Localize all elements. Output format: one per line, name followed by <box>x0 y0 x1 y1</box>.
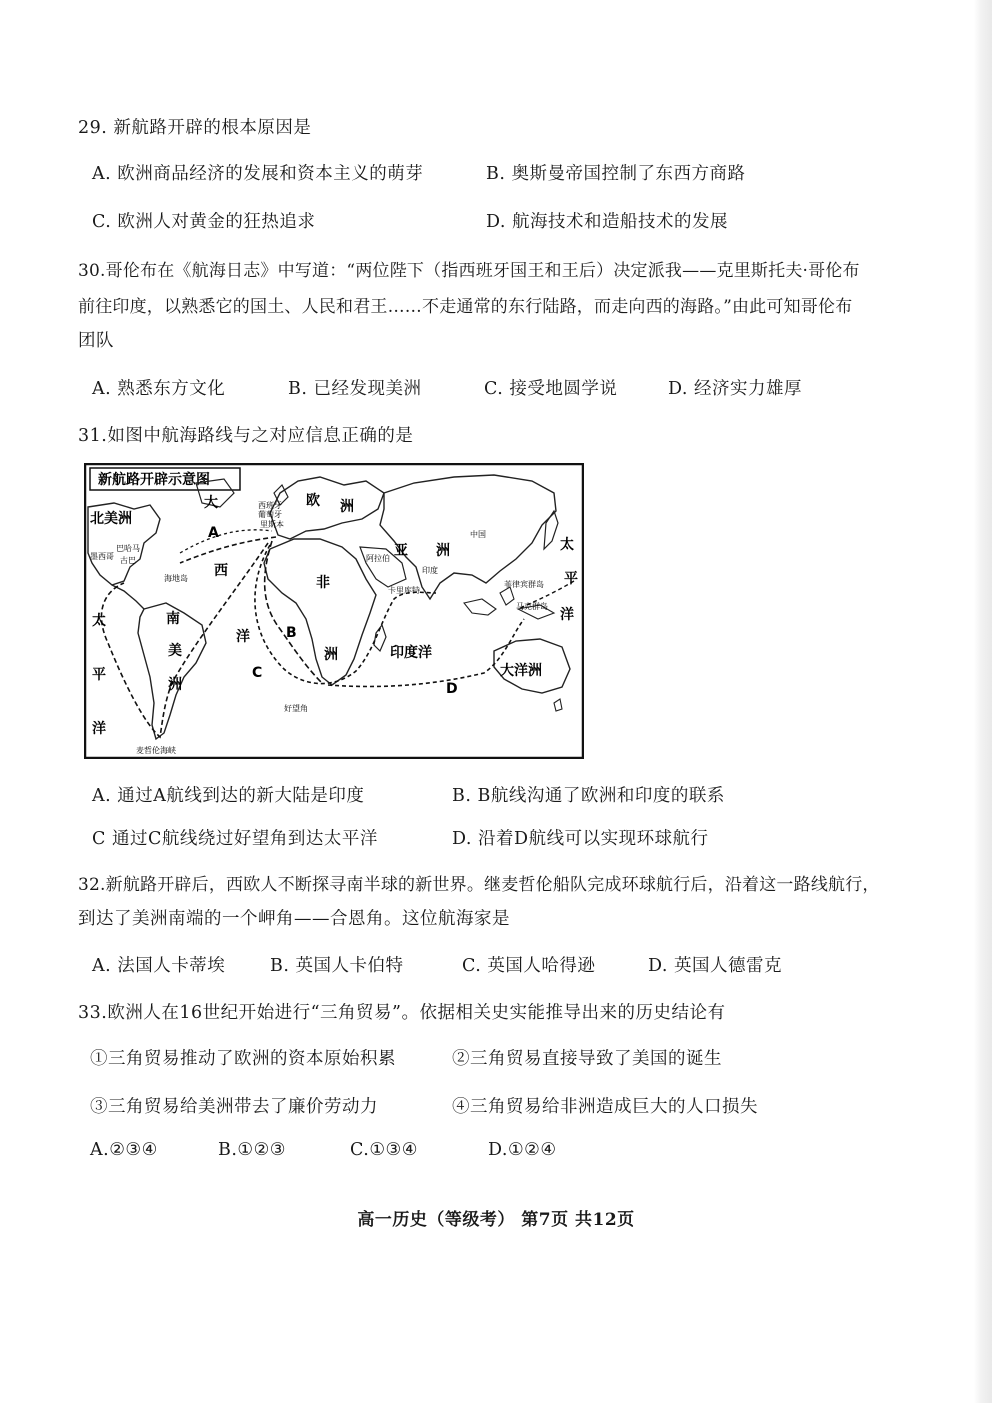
page-footer: 高一历史（等级考） 第7页 共12页 <box>357 1210 635 1230</box>
label-philippines: 菲律宾群岛 <box>504 580 544 589</box>
label-india: 印度 <box>422 566 438 575</box>
label-spain: 西班牙 <box>258 501 282 510</box>
q30-option-b: B. 已经发现美洲 <box>288 379 422 399</box>
label-africa-2: 洲 <box>324 647 338 663</box>
label-south-america-3: 洲 <box>168 677 182 693</box>
label-south-america-1: 南 <box>166 611 180 627</box>
label-europe-1: 欧 <box>306 493 320 509</box>
label-pacific-left-3: 洋 <box>92 721 106 737</box>
q32-option-d: D. 英国人德雷克 <box>648 956 783 976</box>
label-cuba: 古巴 <box>120 556 136 565</box>
q31-option-d: D. 沿着D航线可以实现环球航行 <box>452 829 709 849</box>
label-europe-2: 洲 <box>340 499 354 515</box>
q31-option-a: A. 通过A航线到达的新大陆是印度 <box>92 786 365 806</box>
q33-statement-2: ②三角贸易直接导致了美国的诞生 <box>452 1049 722 1069</box>
label-cape-of-good-hope: 好望角 <box>284 704 308 713</box>
label-africa-1: 非 <box>316 575 330 591</box>
label-arabia: 阿拉伯 <box>366 554 390 563</box>
label-atlantic-2: 西 <box>214 563 228 579</box>
label-south-america-2: 美 <box>168 643 182 659</box>
q29-option-b: B. 奥斯曼帝国控制了东西方商路 <box>486 164 746 184</box>
q30-stem-line-3: 团队 <box>78 331 114 351</box>
label-china: 中国 <box>470 530 486 539</box>
q31-stem: 31.如图中航海路线与之对应信息正确的是 <box>78 426 414 446</box>
label-pacific-left-1: 太 <box>92 613 106 629</box>
q31-option-b: B. B航线沟通了欧洲和印度的联系 <box>452 786 725 806</box>
label-pacific-right-1: 太 <box>560 537 574 553</box>
label-pacific-left-2: 平 <box>92 667 106 683</box>
q29-stem: 29. 新航路开辟的根本原因是 <box>78 118 312 138</box>
label-route-c: C <box>252 665 263 681</box>
q30-option-a: A. 熟悉东方文化 <box>92 379 226 399</box>
label-portugal: 葡萄牙 <box>258 510 282 519</box>
label-pacific-right-3: 洋 <box>560 607 574 623</box>
q33-option-c: C.①③④ <box>350 1140 418 1160</box>
q31-option-c: C 通过C航线绕过好望角到达太平洋 <box>92 829 378 849</box>
label-asia-2: 洲 <box>436 543 450 559</box>
label-asia-1: 亚 <box>394 543 408 559</box>
q30-option-c: C. 接受地圆学说 <box>484 379 618 399</box>
q32-stem-line-1: 32.新航路开辟后，西欧人不断探寻南半球的新世界。继麦哲伦船队完成环球航行后，沿着这一路线航行， <box>78 875 880 895</box>
label-haiti: 海地岛 <box>164 574 188 583</box>
q33-statement-4: ④三角贸易给非洲造成巨大的人口损失 <box>452 1097 758 1117</box>
q29-option-c: C. 欧洲人对黄金的狂热追求 <box>92 212 316 232</box>
label-magellan-strait: 麦哲伦海峡 <box>136 746 176 755</box>
new-sea-routes-map <box>84 463 584 759</box>
label-route-a: A <box>208 525 219 541</box>
label-oceania: 大洋洲 <box>500 663 542 679</box>
label-route-b: B <box>286 625 297 641</box>
q30-option-d: D. 经济实力雄厚 <box>668 379 803 399</box>
label-moluccas: 马克群岛 <box>516 602 548 611</box>
q32-option-a: A. 法国人卡蒂埃 <box>92 956 226 976</box>
q30-stem-line-2: 前往印度，以熟悉它的国土、人民和君王……不走通常的东行陆路，而走向西的海路。”由此可知哥伦布 <box>78 297 853 317</box>
q33-option-b: B.①②③ <box>218 1140 286 1160</box>
q33-statement-3: ③三角贸易给美洲带去了廉价劳动力 <box>90 1097 378 1117</box>
label-pacific-right-2: 平 <box>564 571 578 587</box>
label-route-d: D <box>446 681 458 697</box>
label-lisbon: 里斯本 <box>260 520 284 529</box>
q32-option-b: B. 英国人卡伯特 <box>270 956 404 976</box>
label-bahamas: 巴哈马 <box>116 544 140 553</box>
q33-option-a: A.②③④ <box>90 1140 158 1160</box>
label-north-america: 北美洲 <box>90 511 132 527</box>
q33-option-d: D.①②④ <box>488 1140 557 1160</box>
q29-option-a: A. 欧洲商品经济的发展和资本主义的萌芽 <box>92 164 424 184</box>
label-indian-ocean: 印度洋 <box>390 645 432 661</box>
label-mexico: 墨西哥 <box>90 552 114 561</box>
label-atlantic-3: 洋 <box>236 629 250 645</box>
label-calicut: 卡里库特 <box>388 586 420 595</box>
q30-stem-line-1: 30.哥伦布在《航海日志》中写道：“两位陛下（指西班牙国王和王后）决定派我——克里斯托夫·哥伦布 <box>78 261 860 281</box>
map-title: 新航路开辟示意图 <box>98 472 210 488</box>
q32-stem-line-2: 到达了美洲南端的一个岬角——合恩角。这位航海家是 <box>78 909 510 929</box>
q33-stem: 33.欧洲人在16世纪开始进行“三角贸易”。依据相关史实能推导出来的历史结论有 <box>78 1003 726 1023</box>
label-atlantic-1: 大 <box>204 495 218 511</box>
q32-option-c: C. 英国人哈得逊 <box>462 956 596 976</box>
q29-option-d: D. 航海技术和造船技术的发展 <box>486 212 729 232</box>
page-edge-shadow <box>974 0 992 1403</box>
q33-statement-1: ①三角贸易推动了欧洲的资本原始积累 <box>90 1049 396 1069</box>
